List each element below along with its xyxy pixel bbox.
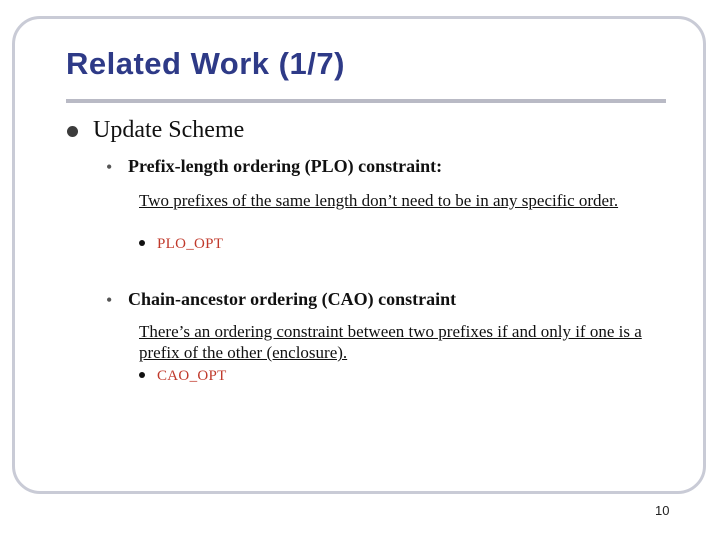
sub-sub-bullet-icon [139, 372, 145, 378]
title-divider [66, 99, 666, 103]
cao-heading: Chain-ancestor ordering (CAO) constraint [128, 289, 457, 309]
slide-frame [12, 16, 706, 494]
sub-bullet-icon: • [106, 290, 113, 310]
plo-opt-label: PLO_OPT [157, 236, 224, 252]
plo-description: Two prefixes of the same length don’t need to be in any specific order. [139, 191, 619, 210]
sub-bullet-icon: • [106, 157, 113, 177]
page-number: 10 [655, 503, 670, 518]
bullet-update-scheme: Update Scheme [93, 117, 245, 143]
slide-title: Related Work (1/7) [66, 46, 345, 81]
bullet-icon [67, 126, 78, 137]
cao-description: There’s an ordering constraint between two prefixes if and only if one is a prefix of the other (enclosure). [139, 322, 642, 362]
cao-opt-label: CAO_OPT [157, 368, 227, 384]
plo-heading: Prefix-length ordering (PLO) constraint: [128, 156, 443, 176]
sub-sub-bullet-icon [139, 240, 145, 246]
